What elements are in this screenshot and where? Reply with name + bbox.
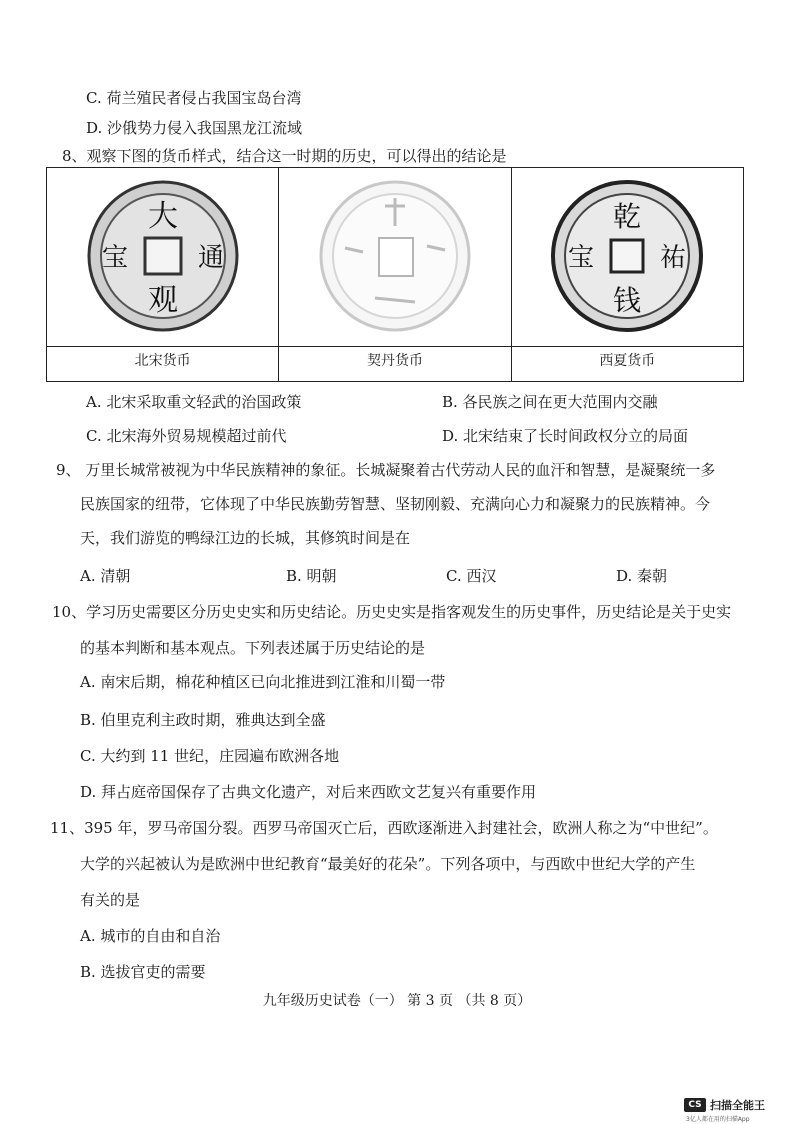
khitan-coin-image	[315, 176, 475, 336]
q11-stem-line1: 11、395 年，罗马帝国分裂。西罗马帝国灭亡后，西欧逐渐进入封建社会，欧洲人称之为“中世纪”。	[50, 819, 718, 837]
q7-option-d: D. 沙俄势力侵入我国黑龙江流域	[86, 119, 303, 137]
northern-song-coin-image	[83, 176, 243, 336]
q8-option-d: D. 北宋结束了长时间政权分立的局面	[442, 427, 689, 445]
coin-char-top: 乾	[613, 200, 642, 233]
q8-option-a: A. 北宋采取重文轻武的治国政策	[86, 393, 302, 411]
coin-caption-xixia: 西夏货币	[512, 346, 743, 375]
coin-char-bottom: 钱	[613, 284, 642, 317]
q11-stem-line2: 大学的兴起被认为是欧洲中世纪教育“最美好的花朵”。下列各项中，与西欧中世纪大学的产生	[80, 855, 696, 873]
q10-option-d: D. 拜占庭帝国保存了古典文化遗产，对后来西欧文艺复兴有重要作用	[80, 783, 537, 801]
q7-option-c: C. 荷兰殖民者侵占我国宝岛台湾	[86, 89, 302, 107]
q9-stem-line2: 民族国家的纽带，它体现了中华民族勤劳智慧、坚韧刚毅、充满向心力和凝聚力的民族精神。今	[80, 495, 711, 513]
q9-option-d: D. 秦朝	[616, 567, 668, 585]
q10-option-b: B. 伯里克利主政时期，雅典达到全盛	[80, 711, 326, 729]
q11-stem-line3: 有关的是	[80, 891, 141, 909]
q10-option-c: C. 大约到 11 世纪，庄园遍布欧洲各地	[80, 747, 340, 765]
q9-option-a: A. 清朝	[80, 567, 131, 585]
q10-stem-line1: 10、学习历史需要区分历史史实和历史结论。历史史实是指客观发生的历史事件，历史结论是关于史实	[52, 603, 732, 621]
q9-stem-line1: 9、 万里长城常被视为中华民族精神的象征。长城凝聚着古代劳动人民的血汗和智慧，是凝聚统一多	[56, 461, 716, 479]
coin-char-bottom: 观	[147, 283, 178, 318]
q8-option-c: C. 北宋海外贸易规模超过前代	[86, 427, 287, 445]
coin-caption-khitan: 契丹货币	[279, 346, 510, 375]
q11-option-b: B. 选拔官吏的需要	[80, 963, 206, 981]
q9-option-c: C. 西汉	[446, 567, 497, 585]
coin-cell-xixia	[512, 168, 743, 381]
q8-stem: 8、观察下图的货币样式，结合这一时期的历史，可以得出的结论是	[62, 147, 507, 165]
q9-option-b: B. 明朝	[286, 567, 337, 585]
q8-option-b: B. 各民族之间在更大范围内交融	[442, 393, 658, 411]
coin-char-top: 大	[147, 199, 178, 234]
camscanner-logo-icon: CS	[684, 1098, 706, 1112]
q10-stem-line2: 的基本判断和基本观点。下列表述属于历史结论的是	[80, 639, 426, 657]
coin-cell-khitan	[279, 168, 511, 381]
coin-cell-song	[47, 168, 279, 381]
coin-char-right: 祐	[660, 243, 687, 273]
coin-char-left: 宝	[101, 243, 128, 273]
camscanner-watermark-title: 扫描全能王	[710, 1099, 765, 1112]
camscanner-watermark-subtitle: 3亿人都在用的扫描App	[686, 1116, 750, 1123]
q11-option-a: A. 城市的自由和自治	[80, 927, 221, 945]
coin-caption-song: 北宋货币	[47, 346, 278, 375]
coin-char-right: 通	[197, 243, 224, 273]
coin-char-left: 宝	[568, 243, 595, 273]
q9-stem-line3: 天，我们游览的鸭绿江边的长城，其修筑时间是在	[80, 529, 411, 547]
q10-option-a: A. 南宋后期，棉花种植区已向北推进到江淮和川蜀一带	[80, 673, 446, 691]
western-xia-coin-image	[547, 176, 707, 336]
page-footer: 九年级历史试卷（一） 第 3 页 （共 8 页）	[262, 993, 532, 1009]
coin-figure-table	[46, 167, 744, 382]
